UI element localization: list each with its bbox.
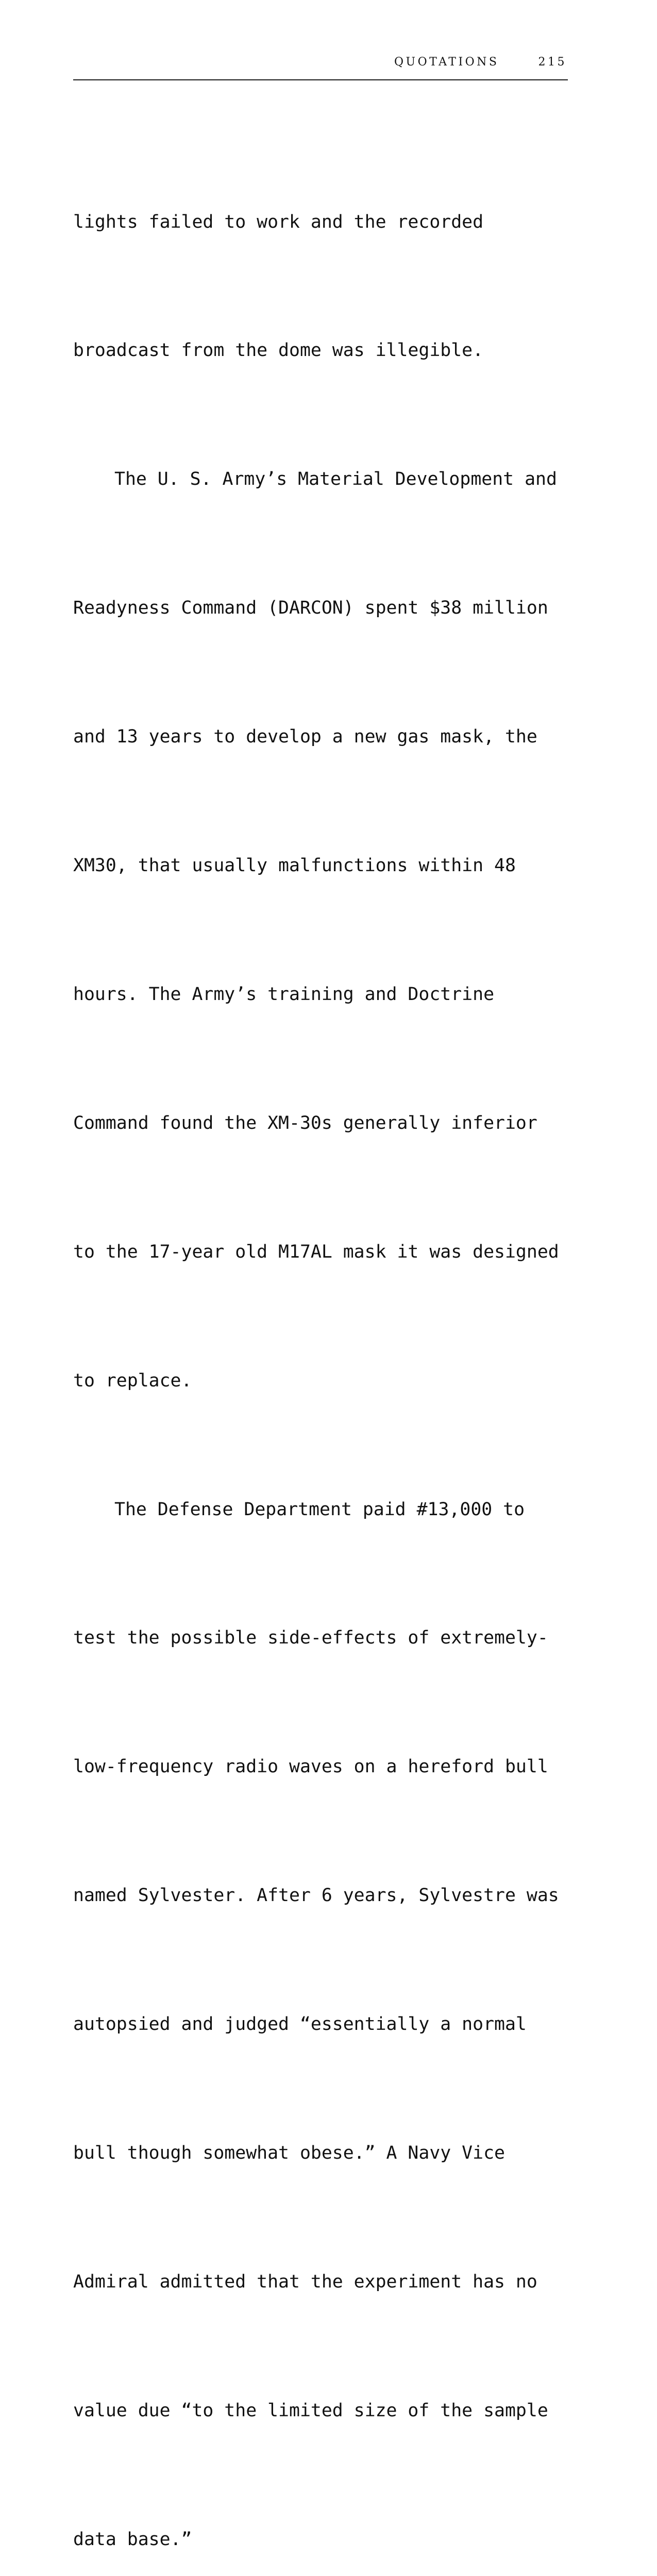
text-line: data base.” [73,2529,192,2550]
text-line: and 13 years to develop a new gas mask, the [73,726,537,748]
running-head [73,56,568,80]
text-line: named Sylvester. After 6 years, Sylvestre was [73,1885,559,1906]
text-line: autopsied and judged “essentially a normal [73,2014,527,2035]
text-line: bull though somewhat obese.” A Navy Vice [73,2142,505,2163]
text-line: test the possible side-effects of extremely- [73,1628,548,1649]
text-line: to the 17-year old M17AL mask it was designed [73,1241,559,1262]
text-line: XM30, that usually malfunctions within 48 [73,855,516,876]
running-head-section-title: QUOTATIONS [394,56,499,69]
body-text [73,115,576,2576]
paragraph-first-line: The Defense Department paid #13,000 to [114,1499,525,1520]
text-line: to replace. [73,1370,192,1391]
text-line: Command found the XM-30s generally inferior [73,1112,537,1133]
text-line: hours. The Army’s training and Doctrine [73,984,495,1005]
text-line: low-frequency radio waves on a hereford bull [73,1756,548,1777]
paragraph-first-line: The U. S. Army’s Material Development and [114,469,557,490]
text-line: broadcast from the dome was illegible. [73,340,484,361]
text-line: value due “to the limited size of the sample [73,2400,548,2421]
text-line: Readyness Command (DARCON) spent $38 million [73,598,548,619]
text-line: Admiral admitted that the experiment has no [73,2271,537,2292]
text-line: lights failed to work and the recorded [73,211,484,232]
page-number: 215 [538,56,567,69]
